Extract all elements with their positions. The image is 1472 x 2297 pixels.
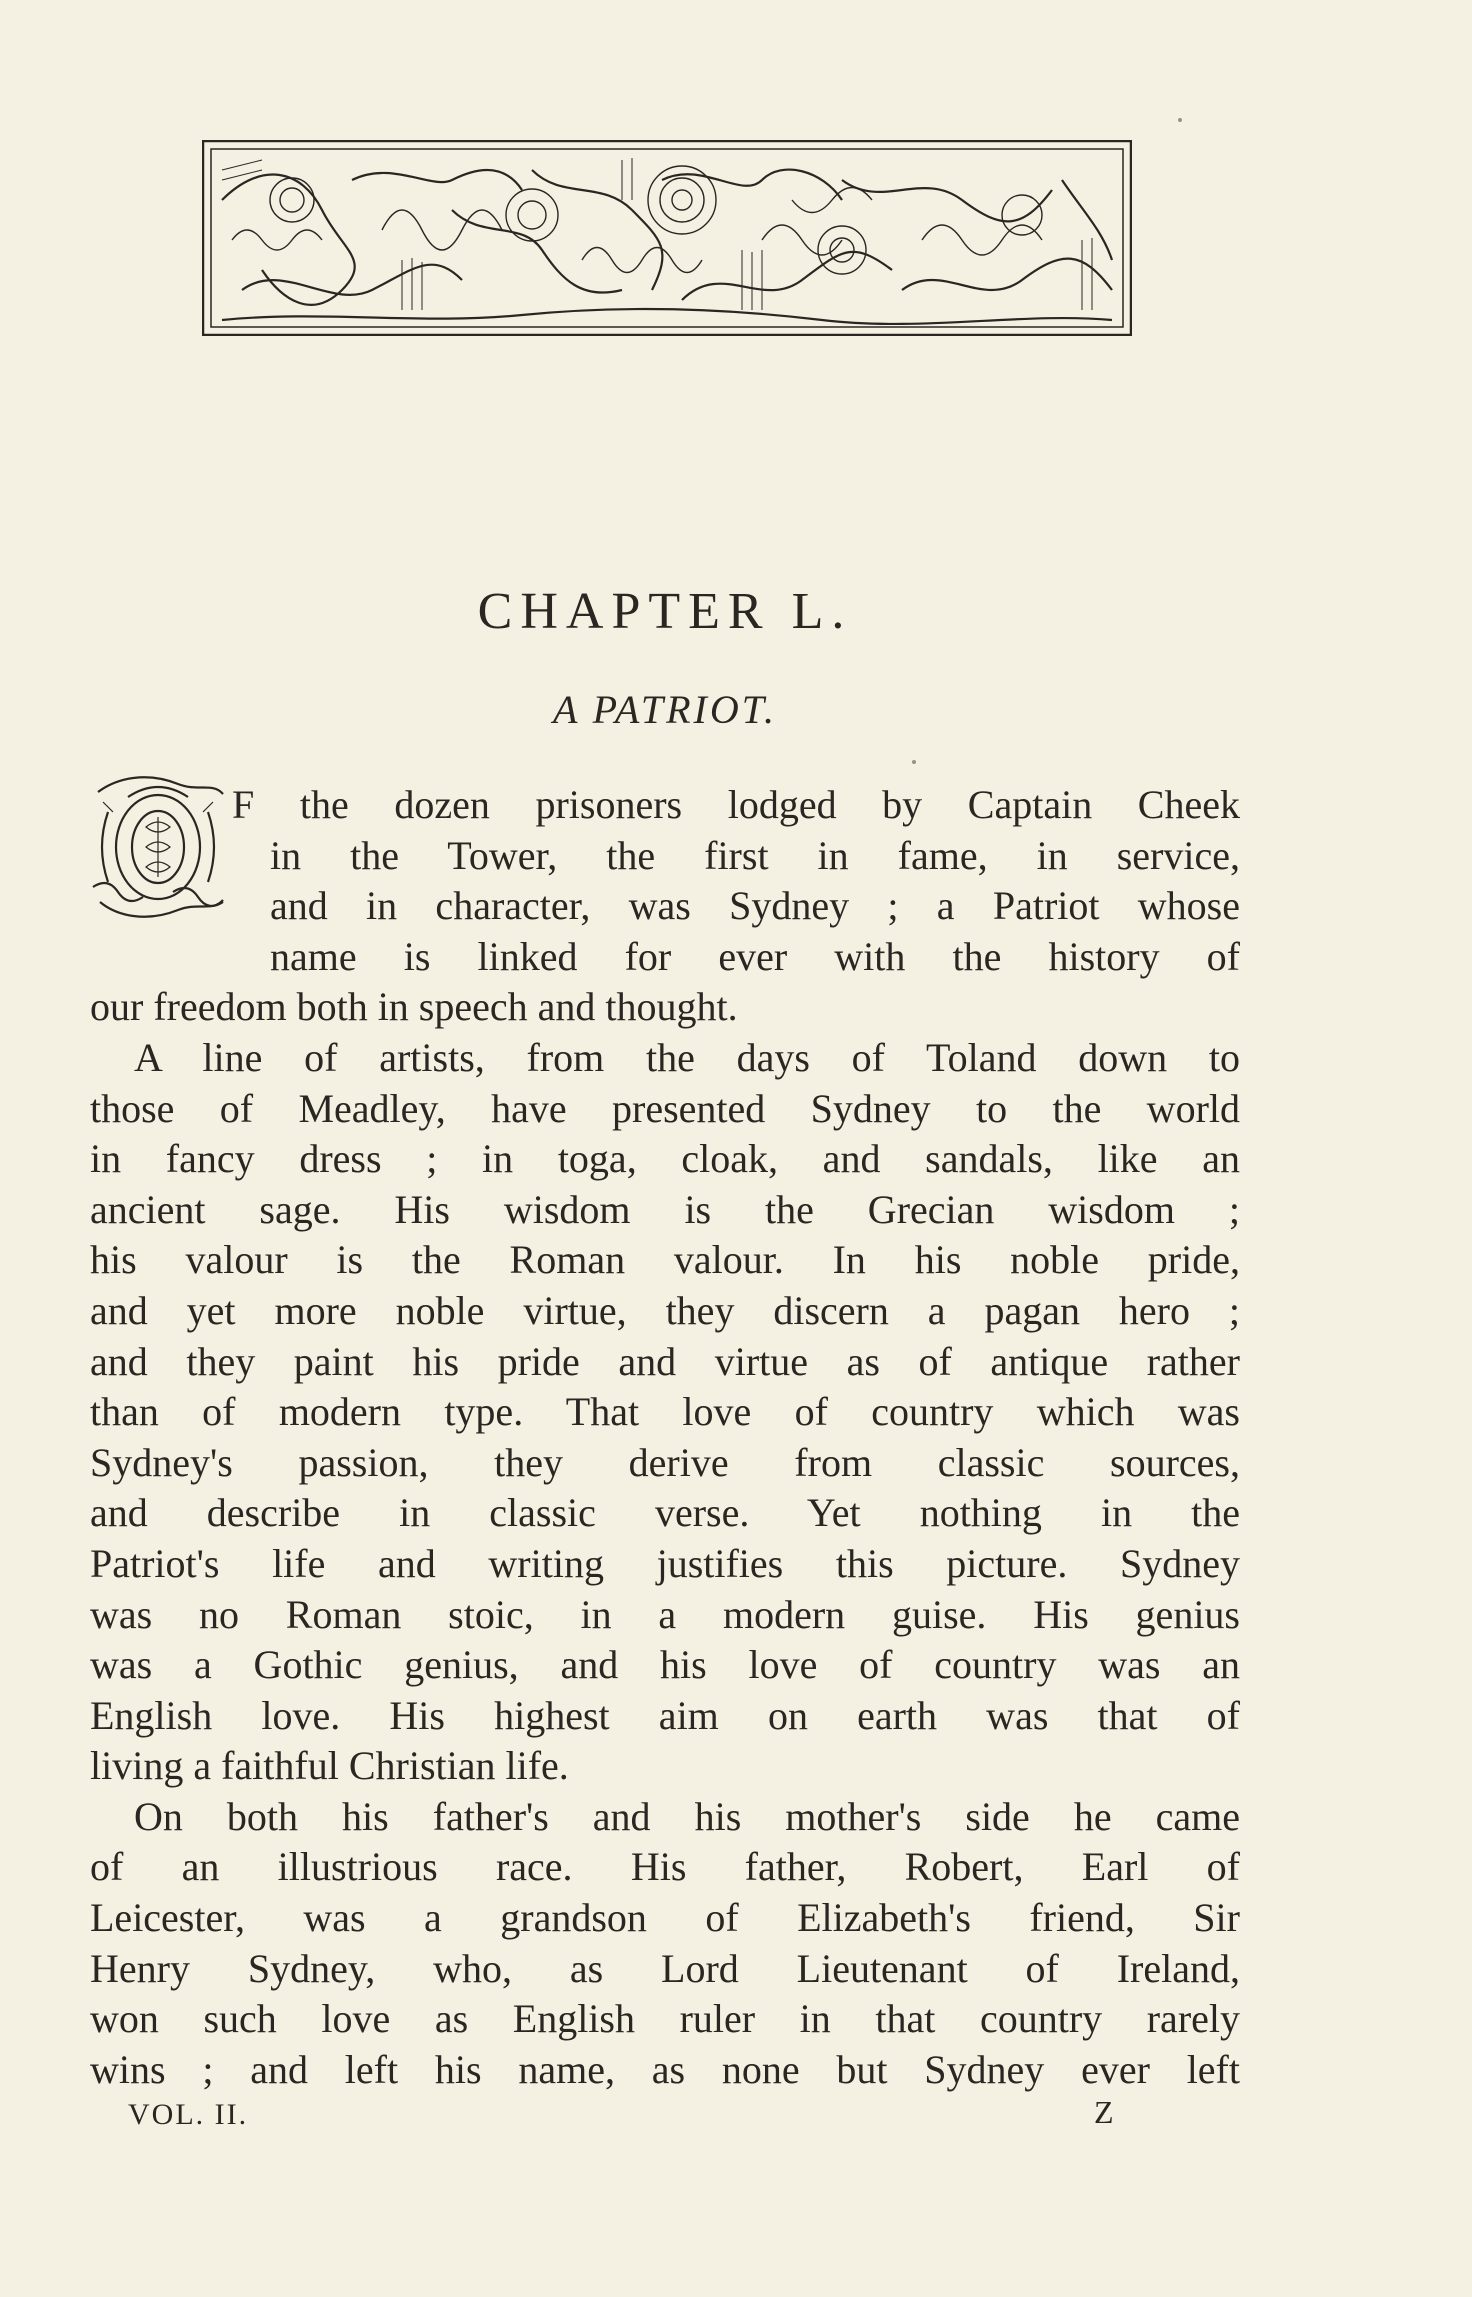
text-line: and they paint his pride and virtue as of antique rather	[90, 1338, 1240, 1384]
text-line: won such love as English ruler in that country rarely	[90, 1996, 1240, 2042]
text-line: ancient sage. His wisdom is the Grecian wisdom ;	[90, 1186, 1240, 1232]
paper-speck	[912, 760, 916, 764]
paragraph-2	[90, 1033, 1240, 1792]
text-line: wins ; and left his name, as none but Sydney ever left	[90, 2046, 1240, 2092]
text-line: Sydney's passion, they derive from classic sources,	[90, 1439, 1240, 1485]
ornamental-headpiece-icon	[202, 140, 1132, 336]
text-line: our freedom both in speech and thought.	[90, 984, 738, 1030]
paragraph-1	[90, 780, 1240, 1033]
paragraph-3	[90, 1792, 1240, 2096]
signature-mark: Z	[1094, 2094, 1114, 2130]
text-line: and in character, was Sydney ; a Patriot whose	[270, 883, 1240, 929]
chapter-title: CHAPTER L.	[477, 583, 853, 640]
text-line: Leicester, was a grandson of Elizabeth's friend, Sir	[90, 1895, 1240, 1941]
chapter-body	[90, 780, 1240, 2095]
paper-speck	[1178, 118, 1182, 122]
text-line: F the dozen prisoners lodged by Captain Cheek	[232, 782, 1240, 827]
text-line: of an illustrious race. His father, Robert, Earl of	[90, 1844, 1240, 1890]
text-line: English love. His highest aim on earth was that of	[90, 1692, 1240, 1738]
text-line: Henry Sydney, who, as Lord Lieutenant of Ireland,	[90, 1945, 1240, 1991]
text-line: than of modern type. That love of country which was	[90, 1389, 1240, 1435]
text-line: Patriot's life and writing justifies this picture. Sydney	[90, 1540, 1240, 1586]
text-line: was a Gothic genius, and his love of country was an	[90, 1642, 1240, 1688]
text-line: A line of artists, from the days of Toland down to	[134, 1034, 1240, 1080]
volume-label: VOL. II.	[128, 2098, 249, 2131]
text-line: and describe in classic verse. Yet nothing in the	[90, 1490, 1240, 1536]
text-line: in the Tower, the first in fame, in service,	[270, 832, 1240, 878]
text-line: and yet more noble virtue, they discern a pagan hero ;	[90, 1287, 1240, 1333]
text-line: his valour is the Roman valour. In his noble pride,	[90, 1237, 1240, 1283]
text-line: living a faithful Christian life.	[90, 1743, 569, 1789]
text-line: was no Roman stoic, in a modern guise. His genius	[90, 1591, 1240, 1637]
text-line: those of Meadley, have presented Sydney to the world	[90, 1085, 1240, 1131]
text-line: On both his father's and his mother's side he came	[134, 1793, 1240, 1839]
text-line: in fancy dress ; in toga, cloak, and sandals, like an	[90, 1136, 1240, 1182]
text-line: name is linked for ever with the history of	[270, 933, 1240, 979]
section-title: A PATRIOT.	[552, 687, 778, 732]
